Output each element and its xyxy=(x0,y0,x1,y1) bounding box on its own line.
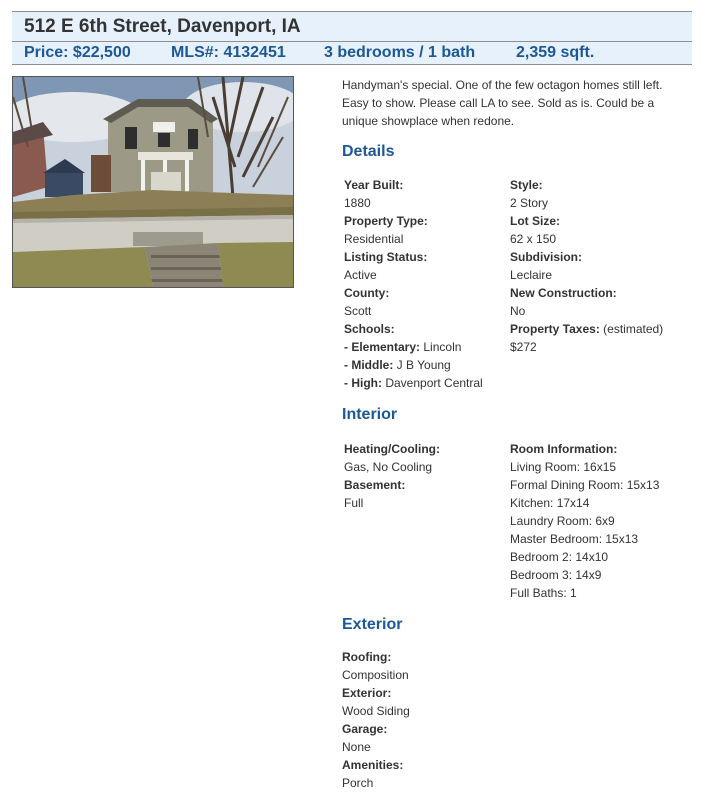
elementary-school: - Elementary: Lincoln xyxy=(344,340,462,354)
roofing-value: Composition xyxy=(342,668,409,682)
property-type-label: Property Type: xyxy=(344,214,428,228)
room-item: Full Baths: 1 xyxy=(510,586,577,600)
room-item: Bedroom 3: 14x9 xyxy=(510,568,602,582)
interior-left-column xyxy=(344,440,504,512)
room-item: Kitchen: 17x14 xyxy=(510,496,590,510)
property-taxes-value: $272 xyxy=(510,340,537,354)
amenities-value: Porch xyxy=(342,776,374,790)
subdivision-label: Subdivision: xyxy=(510,250,582,264)
listing-description: Handyman's special. One of the few octagon homes still left. Easy to show. Please call LA to see. Sold as is. Could be a unique showplace when redone. xyxy=(342,78,663,128)
year-built-value: 1880 xyxy=(344,196,371,210)
mls-number: MLS#: 4132451 xyxy=(171,44,286,61)
details-right-column xyxy=(510,176,690,356)
title-bar xyxy=(12,11,692,41)
schools-label: Schools: xyxy=(344,322,395,336)
lot-size-value: 62 x 150 xyxy=(510,232,557,246)
new-construction-value: No xyxy=(510,304,526,318)
stats-bar xyxy=(12,41,692,65)
heating-cooling-label: Heating/Cooling: xyxy=(344,442,440,456)
description-block xyxy=(342,76,692,130)
room-item: Living Room: 16x15 xyxy=(510,460,617,474)
property-type-value: Residential xyxy=(344,232,404,246)
exterior-label: Exterior: xyxy=(342,686,392,700)
middle-school: - Middle: J B Young xyxy=(344,358,451,372)
style-value: 2 Story xyxy=(510,196,549,210)
listing-status-value: Active xyxy=(344,268,377,282)
details-left-column xyxy=(344,176,504,392)
interior-heading: Interior xyxy=(342,406,398,423)
high-school: - High: Davenport Central xyxy=(344,376,483,390)
subdivision-value: Leclaire xyxy=(510,268,553,282)
room-item: Formal Dining Room: 15x13 xyxy=(510,478,660,492)
new-construction-label: New Construction: xyxy=(510,286,617,300)
price: Price: $22,500 xyxy=(24,44,131,61)
basement-label: Basement: xyxy=(344,478,406,492)
beds-baths: 3 bedrooms / 1 bath xyxy=(324,44,476,61)
square-feet: 2,359 sqft. xyxy=(516,44,595,61)
garage-value: None xyxy=(342,740,371,754)
listing-status-label: Listing Status: xyxy=(344,250,428,264)
room-item: Bedroom 2: 14x10 xyxy=(510,550,609,564)
heating-cooling-value: Gas, No Cooling xyxy=(344,460,433,474)
basement-value: Full xyxy=(344,496,364,510)
exterior-heading: Exterior xyxy=(342,616,403,633)
property-taxes-label: Property Taxes: (estimated) xyxy=(510,322,664,336)
details-heading: Details xyxy=(342,143,395,160)
roofing-label: Roofing: xyxy=(342,650,392,664)
exterior-column xyxy=(342,648,542,792)
room-item: Master Bedroom: 15x13 xyxy=(510,532,639,546)
listing-address: 512 E 6th Street, Davenport, IA xyxy=(24,16,301,37)
lot-size-label: Lot Size: xyxy=(510,214,560,228)
interior-right-column xyxy=(510,440,690,602)
property-photo[interactable] xyxy=(12,76,294,288)
room-item: Laundry Room: 6x9 xyxy=(510,514,615,528)
exterior-value: Wood Siding xyxy=(342,704,410,718)
county-value: Scott xyxy=(344,304,372,318)
year-built-label: Year Built: xyxy=(344,178,404,192)
county-label: County: xyxy=(344,286,390,300)
style-label: Style: xyxy=(510,178,543,192)
garage-label: Garage: xyxy=(342,722,388,736)
room-info-label: Room Information: xyxy=(510,442,618,456)
amenities-label: Amenities: xyxy=(342,758,404,772)
